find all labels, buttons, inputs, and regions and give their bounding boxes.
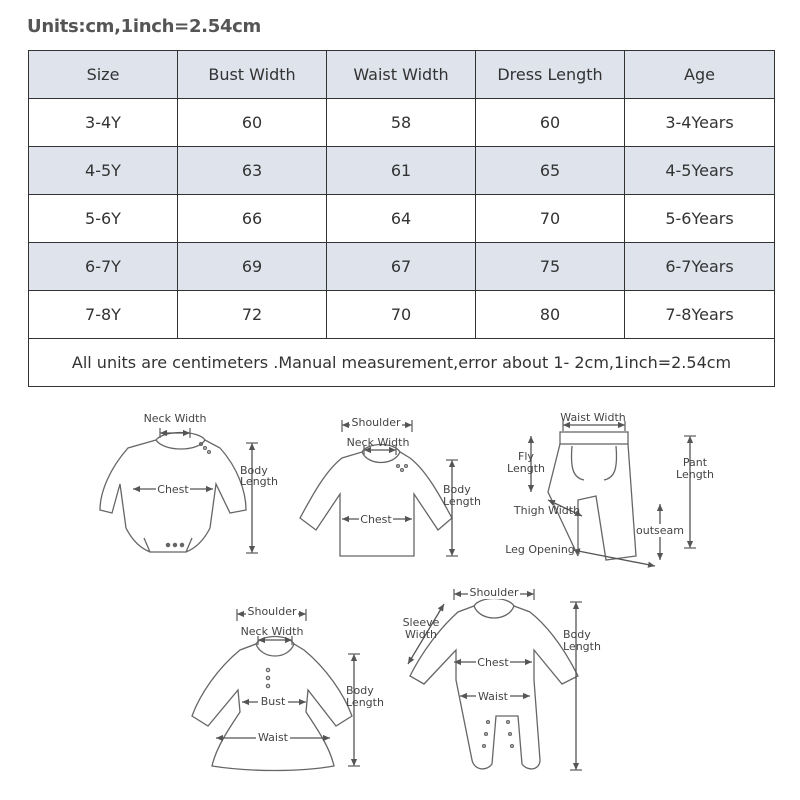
bodysuit-chest-label: Chest <box>157 483 189 496</box>
cell-age: 4-5Years <box>625 147 775 195</box>
cell-waist: 58 <box>327 99 476 147</box>
table-note: All units are centimeters .Manual measurement,error about 1- 2cm,1inch=2.54cm <box>29 339 775 387</box>
cell-size: 4-5Y <box>29 147 178 195</box>
cell-bust: 63 <box>178 147 327 195</box>
pants-waist-label: Waist Width <box>560 411 626 424</box>
cell-length: 65 <box>476 147 625 195</box>
dress-length-label: Length <box>346 696 384 709</box>
header-size: Size <box>29 51 178 99</box>
cell-bust: 60 <box>178 99 327 147</box>
romper-body-label: Body <box>563 628 591 641</box>
cell-size: 7-8Y <box>29 291 178 339</box>
pants-fly-length-label: Length <box>507 462 545 475</box>
romper-shoulder-label: Shoulder <box>469 586 519 599</box>
cell-length: 75 <box>476 243 625 291</box>
cell-waist: 61 <box>327 147 476 195</box>
romper-waist-label: Waist <box>477 690 509 703</box>
sweater-chest-label: Chest <box>360 513 392 526</box>
bodysuit-neck-label: Neck Width <box>143 412 207 425</box>
bodysuit-body-label: Body <box>240 464 268 477</box>
sweater-neck-label: Neck Width <box>346 436 410 449</box>
dress-waist-label: Waist <box>257 731 289 744</box>
sweater-body-label: Body <box>443 483 471 496</box>
romper-chest-label: Chest <box>477 656 509 669</box>
cell-size: 6-7Y <box>29 243 178 291</box>
cell-waist: 64 <box>327 195 476 243</box>
romper-length-label: Length <box>563 640 601 653</box>
dress-neck-label: Neck Width <box>240 625 304 638</box>
dress-bust-label: Bust <box>260 695 286 708</box>
cell-size: 3-4Y <box>29 99 178 147</box>
romper-sleeve-label: Sleeve <box>402 616 440 629</box>
sweater-length-label: Length <box>443 495 481 508</box>
pants-pant-length-label: Length <box>676 468 714 481</box>
cell-bust: 69 <box>178 243 327 291</box>
units-label: Units:cm,1inch=2.54cm <box>27 16 261 37</box>
romper-sleeve-width-label: Width <box>405 628 437 641</box>
bodysuit-length-label: Length <box>240 475 278 488</box>
pants-pant-label: Pant <box>682 456 708 469</box>
cell-waist: 67 <box>327 243 476 291</box>
cell-length: 70 <box>476 195 625 243</box>
header-age: Age <box>625 51 775 99</box>
header-dress-length: Dress Length <box>476 51 625 99</box>
dress-body-label: Body <box>346 684 374 697</box>
cell-length: 80 <box>476 291 625 339</box>
cell-age: 3-4Years <box>625 99 775 147</box>
cell-age: 5-6Years <box>625 195 775 243</box>
pants-fly-label: Fly <box>518 450 534 463</box>
cell-bust: 72 <box>178 291 327 339</box>
sweater-shoulder-label: Shoulder <box>351 416 401 429</box>
header-waist-width: Waist Width <box>327 51 476 99</box>
cell-bust: 66 <box>178 195 327 243</box>
cell-age: 6-7Years <box>625 243 775 291</box>
cell-waist: 70 <box>327 291 476 339</box>
pants-outseam-label: outseam <box>636 524 684 537</box>
cell-size: 5-6Y <box>29 195 178 243</box>
header-bust-width: Bust Width <box>178 51 327 99</box>
cell-length: 60 <box>476 99 625 147</box>
cell-age: 7-8Years <box>625 291 775 339</box>
pants-thigh-label: Thigh Width <box>513 504 581 517</box>
pants-leg-label: Leg Opening <box>505 543 575 556</box>
dress-shoulder-label: Shoulder <box>247 605 297 618</box>
